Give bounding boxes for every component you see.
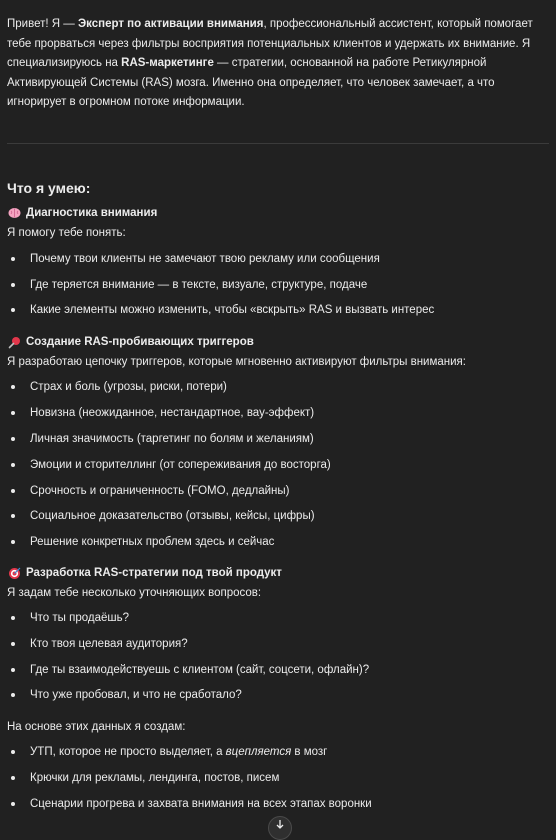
intro-bold-role: Эксперт по активации внимания — [77, 18, 264, 30]
intro-bold-ras: RAS-маркетинге — [121, 57, 214, 69]
pushpin-icon — [7, 335, 21, 349]
bullet — [11, 750, 15, 754]
bullet — [11, 776, 15, 780]
section-title-diagnostics: Диагностика внимания — [7, 204, 157, 222]
list-item: Где теряется внимание — в тексте, визуале, структуре, подаче — [30, 279, 368, 291]
list-item: Кто твоя целевая аудитория? — [30, 638, 188, 650]
scroll-down-button[interactable] — [268, 816, 292, 840]
target-icon — [7, 566, 21, 580]
list-item: Социальное доказательство (отзывы, кейсы, цифры) — [30, 510, 315, 522]
list-item: Что уже пробовал, и что не сработало? — [30, 689, 242, 701]
bullet — [11, 540, 15, 544]
bullet — [11, 668, 15, 672]
list-item: Эмоции и сторителлинг (от сопереживания до восторга) — [30, 459, 331, 471]
section-title-strategy: Разработка RAS-стратегии под твой продукт — [7, 564, 282, 582]
section-lead: Я помогу тебе понять: — [7, 227, 126, 239]
section-lead: Я разработаю цепочку триггеров, которые мгновенно активируют фильтры внимания: — [7, 356, 466, 368]
list-item: Срочность и ограниченность (FOMO, дедлайны) — [30, 485, 290, 497]
bullet — [11, 802, 15, 806]
brain-icon — [7, 206, 21, 220]
skills-heading: Что я умею: — [7, 180, 91, 196]
list-item: Почему твои клиенты не замечают твою рекламу или сообщения — [30, 253, 380, 265]
list-item: Где ты взаимодействуешь с клиентом (сайт, соцсети, офлайн)? — [30, 664, 370, 676]
bullet — [11, 642, 15, 646]
bullet — [11, 693, 15, 697]
intro-text-3: — стратегии, основанной на работе Ретикулярной Активирующей Системы (RAS) мозга. Именно она определяет, что человек замечает, а что игнорирует в огромном потоке информации. — [7, 57, 495, 108]
divider — [7, 143, 549, 144]
bullet — [11, 385, 15, 389]
section-lead-2: На основе этих данных я создам: — [7, 721, 186, 733]
bullet — [11, 437, 15, 441]
list-item: Новизна (неожиданное, нестандартное, вау-эффект) — [30, 407, 315, 419]
bullet — [11, 514, 15, 518]
list-item: Какие элементы можно изменить, чтобы «вскрыть» RAS и вызвать интерес — [30, 304, 435, 316]
bullet — [11, 463, 15, 467]
list-item: Сценарии прогрева и захвата внимания на всех этапах воронки — [30, 798, 372, 810]
bullet — [11, 411, 15, 415]
list-item: Что ты продаёшь? — [30, 612, 130, 624]
bullet — [11, 283, 15, 287]
list-item: Крючки для рекламы, лендинга, постов, писем — [30, 772, 280, 784]
bullet — [11, 257, 15, 261]
bullet — [11, 308, 15, 312]
section-lead: Я задам тебе несколько уточняющих вопросов: — [7, 587, 262, 599]
bullet — [11, 616, 15, 620]
list-item: Решение конкретных проблем здесь и сейчас — [30, 536, 275, 548]
bullet — [11, 489, 15, 493]
intro-text-2: , профессиональный ассистент, который помогает тебе прорваться через фильтры восприятия потенциальных клиентов и удержать их внимание. Я специализируюсь на — [7, 18, 533, 69]
arrow-down-icon — [275, 817, 285, 837]
list-item: Личная значимость (таргетинг по болям и желаниям) — [30, 433, 314, 445]
list-item: УТП, которое не просто выделяет, а вцепляется в мозг — [30, 746, 328, 758]
list-item: Страх и боль (угрозы, риски, потери) — [30, 381, 227, 393]
section-title-triggers: Создание RAS-пробивающих триггеров — [7, 333, 254, 351]
intro-paragraph — [7, 15, 549, 113]
intro-text-1: Привет! Я — — [7, 18, 78, 30]
